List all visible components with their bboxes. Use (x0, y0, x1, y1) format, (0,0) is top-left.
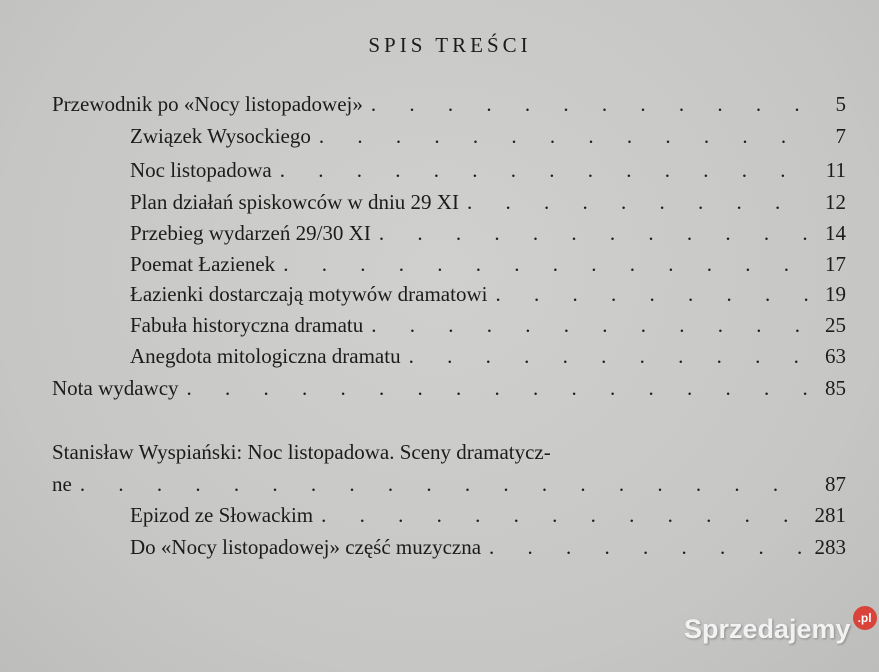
dot-leader (319, 124, 808, 149)
toc-entry-page: 5 (835, 92, 846, 116)
dot-leader (379, 221, 808, 246)
dot-leader (495, 282, 808, 307)
toc-entry-page: 85 (825, 376, 846, 400)
toc-entry (52, 252, 846, 282)
dot-leader (409, 344, 808, 369)
toc-entry-page: 63 (825, 344, 846, 368)
toc-entry-page: 281 (814, 503, 846, 527)
toc-entry-continued-line: Stanisław Wyspiański: Noc listopadowa. Sceny dramatycz- (52, 440, 551, 464)
toc-entry (52, 313, 846, 343)
toc-entry (52, 376, 846, 406)
dot-leader (187, 376, 808, 401)
toc-entry-page: 283 (814, 535, 846, 559)
toc-entry-page: 87 (825, 472, 846, 496)
toc-entry (52, 92, 846, 122)
dot-leader (489, 535, 806, 560)
toc-entry-page: 17 (825, 252, 846, 276)
toc-entry-label: Anegdota mitologiczna dramatu (130, 344, 401, 368)
toc-entry (52, 158, 846, 188)
toc-entry-label: Przebieg wydarzeń 29/30 XI (130, 221, 371, 245)
toc-entry-page: 14 (825, 221, 846, 245)
dot-leader (467, 190, 808, 215)
dot-leader (80, 472, 808, 497)
toc-entry (52, 535, 846, 565)
dot-leader (371, 313, 808, 338)
toc-entry-label: Do «Nocy listopadowej» część muzyczna (130, 535, 482, 559)
dot-leader (283, 252, 808, 277)
watermark-logo (684, 611, 877, 645)
watermark-badge: .pl (853, 606, 877, 630)
toc-entry-label: Związek Wysockiego (130, 124, 311, 148)
toc-entry-label: Plan działań spiskowców w dniu 29 XI (130, 190, 459, 214)
toc-entry (52, 344, 846, 374)
toc-title: SPIS TREŚCI (368, 33, 532, 57)
toc-entry-label: Epizod ze Słowackim (130, 503, 314, 527)
toc-entry (52, 221, 846, 251)
toc-entry-page: 25 (825, 313, 846, 337)
dot-leader (280, 158, 808, 183)
toc-entry (52, 124, 846, 154)
toc-entry-label: Nota wydawcy (52, 376, 179, 400)
toc-entry (52, 503, 846, 533)
toc-entry-label: Przewodnik po «Nocy listopadowej» (52, 92, 363, 116)
toc-entry-label: Łazienki dostarczają motywów dramatowi (130, 282, 488, 306)
toc-entry-label: ne (52, 472, 72, 496)
dot-leader (371, 92, 808, 117)
dot-leader (321, 503, 806, 528)
toc-entry-page: 19 (825, 282, 846, 306)
watermark-text: Sprzedajemy (684, 614, 851, 644)
toc-entry-label: Fabuła historyczna dramatu (130, 313, 364, 337)
toc-entry-label: Noc listopadowa (130, 158, 272, 182)
toc-entry (52, 472, 846, 502)
toc-entry-page: 11 (825, 158, 846, 182)
toc-entry-page: 7 (835, 124, 846, 148)
toc-entry (52, 282, 846, 312)
toc-entry-page: 12 (825, 190, 846, 214)
toc-entry-label: Poemat Łazienek (130, 252, 276, 276)
toc-entry (52, 190, 846, 220)
